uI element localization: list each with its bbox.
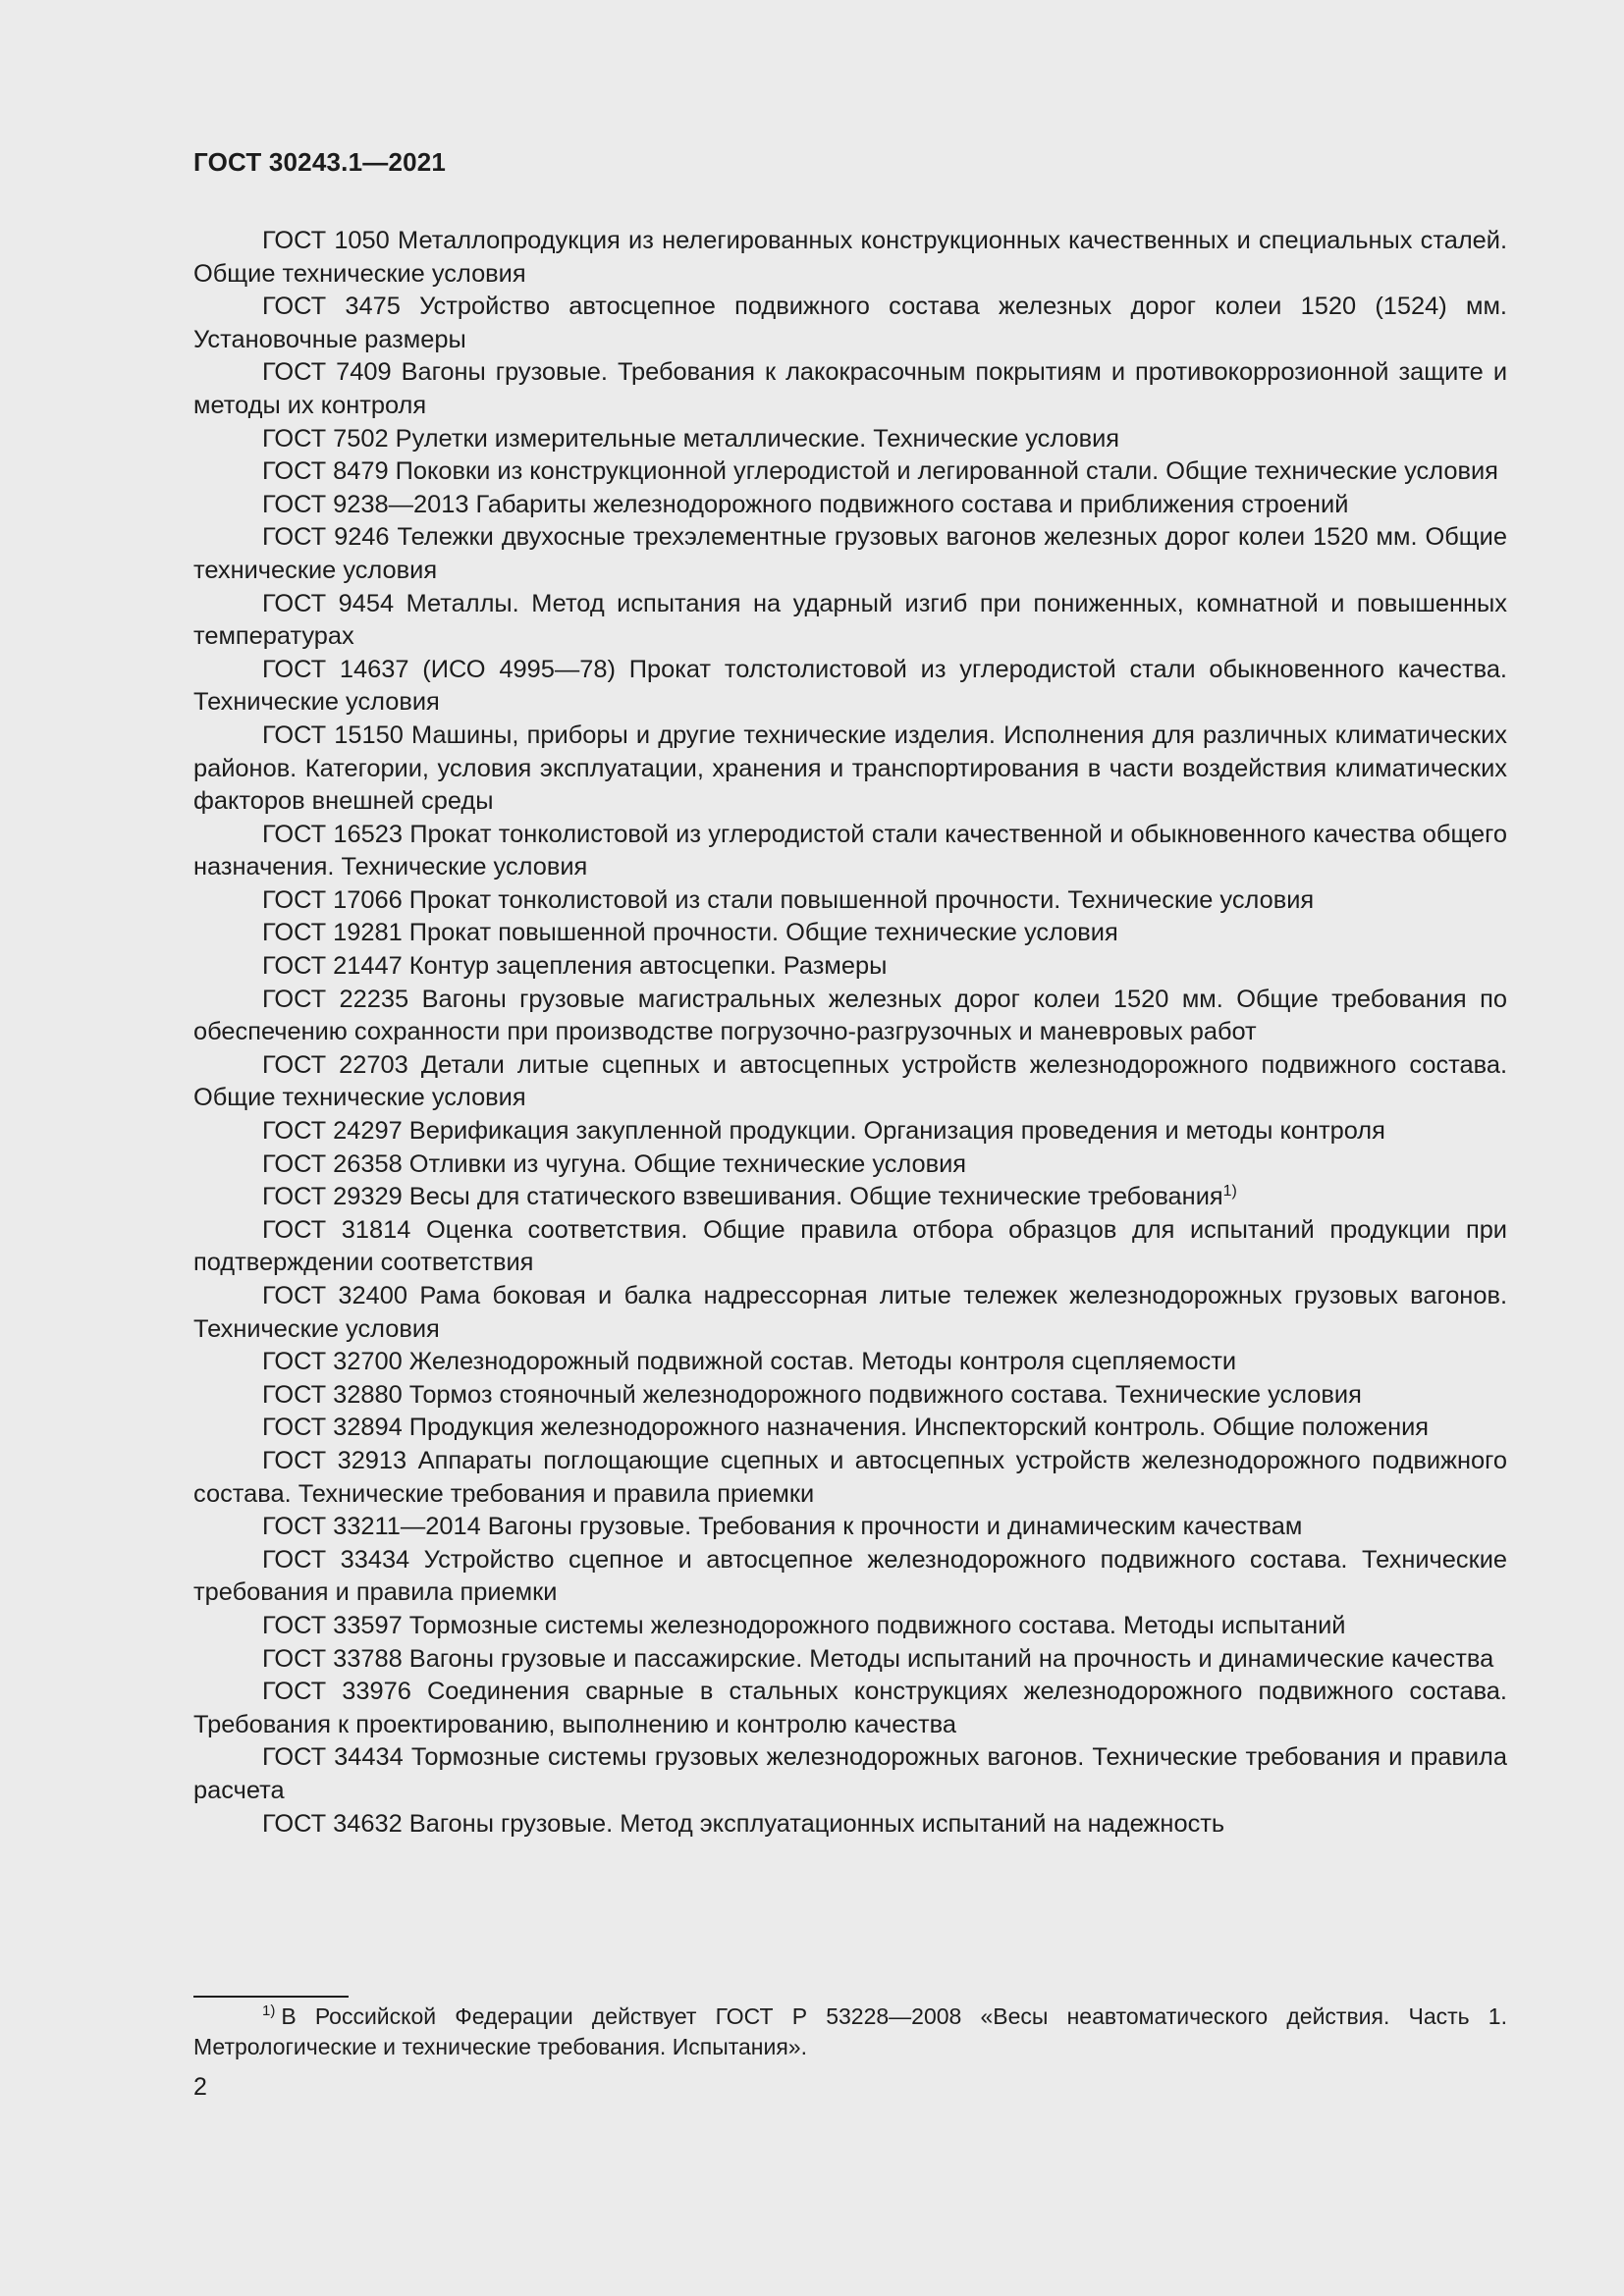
footnote-marker: 1): [262, 2002, 276, 2019]
page-number: 2: [193, 2073, 207, 2101]
reference-text: ГОСТ 32894 Продукция железнодорожного назначения. Инспекторский контроль. Общие положения: [262, 1414, 1430, 1442]
reference-text: ГОСТ 32400 Рама боковая и балка надрессорная литые тележек железнодорожных грузовых вагонов. Технические условия: [193, 1282, 1507, 1343]
reference-item: [193, 588, 1507, 654]
reference-text: ГОСТ 22235 Вагоны грузовые магистральных железных дорог колеи 1520 мм. Общие требования по обеспечению сохранности при производстве погрузочно-разгрузочных и маневровых работ: [193, 985, 1507, 1046]
reference-text: ГОСТ 7502 Рулетки измерительные металлические. Технические условия: [262, 424, 1120, 453]
reference-text: ГОСТ 33211—2014 Вагоны грузовые. Требования к прочности и динамическим качествам: [262, 1513, 1303, 1541]
footnote-text: В Российской Федерации действует ГОСТ Р 53228—2008 «Весы неавтоматического действия. Часть 1. Метрологические и технические требования. Испытания».: [193, 2003, 1507, 2059]
reference-text: ГОСТ 14637 (ИСО 4995—78) Прокат толстолистовой из углеродистой стали обыкновенного качества. Технические условия: [193, 655, 1507, 717]
reference-item: [193, 291, 1507, 356]
reference-item: [193, 1643, 1507, 1677]
reference-item: [193, 1379, 1507, 1413]
reference-item: [193, 455, 1507, 489]
reference-item: [193, 1412, 1507, 1445]
reference-item: [193, 984, 1507, 1049]
reference-text: ГОСТ 33788 Вагоны грузовые и пассажирские. Методы испытаний на прочность и динамические качества: [262, 1644, 1494, 1673]
reference-item: [193, 1511, 1507, 1544]
reference-text: ГОСТ 9238—2013 Габариты железнодорожного подвижного состава и приближения строений: [262, 490, 1349, 518]
document-header: ГОСТ 30243.1—2021: [193, 147, 447, 177]
reference-text: ГОСТ 33434 Устройство сцепное и автосцепное железнодорожного подвижного состава. Технические требования и правила приемки: [193, 1545, 1507, 1607]
reference-text: ГОСТ 16523 Прокат тонколистовой из углеродистой стали качественной и обыкновенного качества общего назначения. Технические условия: [193, 820, 1507, 881]
reference-item: [193, 1214, 1507, 1280]
reference-item: [193, 489, 1507, 522]
reference-text: ГОСТ 33597 Тормозные системы железнодорожного подвижного состава. Методы испытаний: [262, 1611, 1346, 1639]
footnote-separator: [193, 1996, 349, 1998]
reference-text: ГОСТ 22703 Детали литые сцепных и автосцепных устройств железнодорожного подвижного состава. Общие технические условия: [193, 1050, 1507, 1112]
reference-item: [193, 1610, 1507, 1643]
reference-item: [193, 884, 1507, 918]
reference-item: [193, 1181, 1507, 1214]
reference-text: ГОСТ 9246 Тележки двухосные трехэлементные грузовых вагонов железных дорог колеи 1520 мм. Общие технические условия: [193, 523, 1507, 584]
reference-text: ГОСТ 7409 Вагоны грузовые. Требования к лакокрасочным покрытиям и противокоррозионной защите и методы их контроля: [193, 358, 1507, 419]
reference-item: [193, 917, 1507, 950]
reference-item: [193, 521, 1507, 587]
reference-text: ГОСТ 32700 Железнодорожный подвижной состав. Методы контроля сцепляемости: [262, 1348, 1237, 1376]
reference-item: [193, 1544, 1507, 1610]
reference-text: ГОСТ 19281 Прокат повышенной прочности. Общие технические условия: [262, 919, 1118, 947]
reference-text: ГОСТ 34632 Вагоны грузовые. Метод эксплуатационных испытаний на надежность: [262, 1809, 1225, 1838]
reference-item: [193, 225, 1507, 291]
reference-text: ГОСТ 8479 Поковки из конструкционной углеродистой и легированной стали. Общие технические условия: [262, 457, 1498, 486]
reference-item: [193, 1676, 1507, 1741]
reference-text: ГОСТ 31814 Оценка соответствия. Общие правила отбора образцов для испытаний продукции при подтверждении соответствия: [193, 1215, 1507, 1277]
reference-item: [193, 423, 1507, 456]
reference-item: [193, 819, 1507, 884]
reference-text: ГОСТ 3475 Устройство автосцепное подвижного состава железных дорог колеи 1520 (1524) мм. Установочные размеры: [193, 293, 1507, 353]
reference-text: ГОСТ 21447 Контур зацепления автосцепки. Размеры: [262, 952, 888, 981]
reference-item: [193, 356, 1507, 422]
reference-item: [193, 654, 1507, 720]
reference-item: [193, 1808, 1507, 1842]
reference-item: [193, 720, 1507, 819]
reference-item: [193, 1115, 1507, 1148]
reference-item: [193, 1346, 1507, 1379]
reference-item: [193, 1049, 1507, 1115]
reference-text: ГОСТ 29329 Весы для статического взвешивания. Общие технические требования: [262, 1183, 1223, 1211]
reference-item: [193, 1741, 1507, 1807]
reference-text: ГОСТ 32913 Аппараты поглощающие сцепных и автосцепных устройств железнодорожного подвижного состава. Технические требования и правила приемки: [193, 1446, 1507, 1508]
reference-text: ГОСТ 17066 Прокат тонколистовой из стали повышенной прочности. Технические условия: [262, 885, 1315, 914]
reference-item: [193, 1148, 1507, 1182]
reference-text: ГОСТ 1050 Металлопродукция из нелегированных конструкционных качественных и специальных сталей. Общие технические условия: [193, 227, 1507, 288]
normative-references-list: [193, 225, 1507, 1841]
reference-text: ГОСТ 34434 Тормозные системы грузовых железнодорожных вагонов. Технические требования и правила расчета: [193, 1743, 1507, 1804]
reference-text: ГОСТ 33976 Соединения сварные в стальных конструкциях железнодорожного подвижного состава. Требования к проектированию, выполнению и контролю качества: [193, 1678, 1507, 1738]
reference-text: ГОСТ 15150 Машины, приборы и другие технические изделия. Исполнения для различных климатических районов. Категории, условия эксплуатации, хранения и транспортирования в части воздействия климатических факторов внешней среды: [193, 721, 1507, 816]
reference-text: ГОСТ 9454 Металлы. Метод испытания на ударный изгиб при пониженных, комнатной и повышенных температурах: [193, 589, 1507, 651]
footnote-reference-marker: 1): [1222, 1183, 1237, 1201]
reference-item: [193, 1280, 1507, 1346]
footnote: [193, 2002, 1507, 2062]
reference-item: [193, 1445, 1507, 1511]
reference-text: ГОСТ 32880 Тормоз стояночный железнодорожного подвижного состава. Технические условия: [262, 1380, 1362, 1409]
reference-text: ГОСТ 24297 Верификация закупленной продукции. Организация проведения и методы контроля: [262, 1117, 1385, 1146]
reference-text: ГОСТ 26358 Отливки из чугуна. Общие технические условия: [262, 1149, 967, 1178]
reference-item: [193, 950, 1507, 984]
